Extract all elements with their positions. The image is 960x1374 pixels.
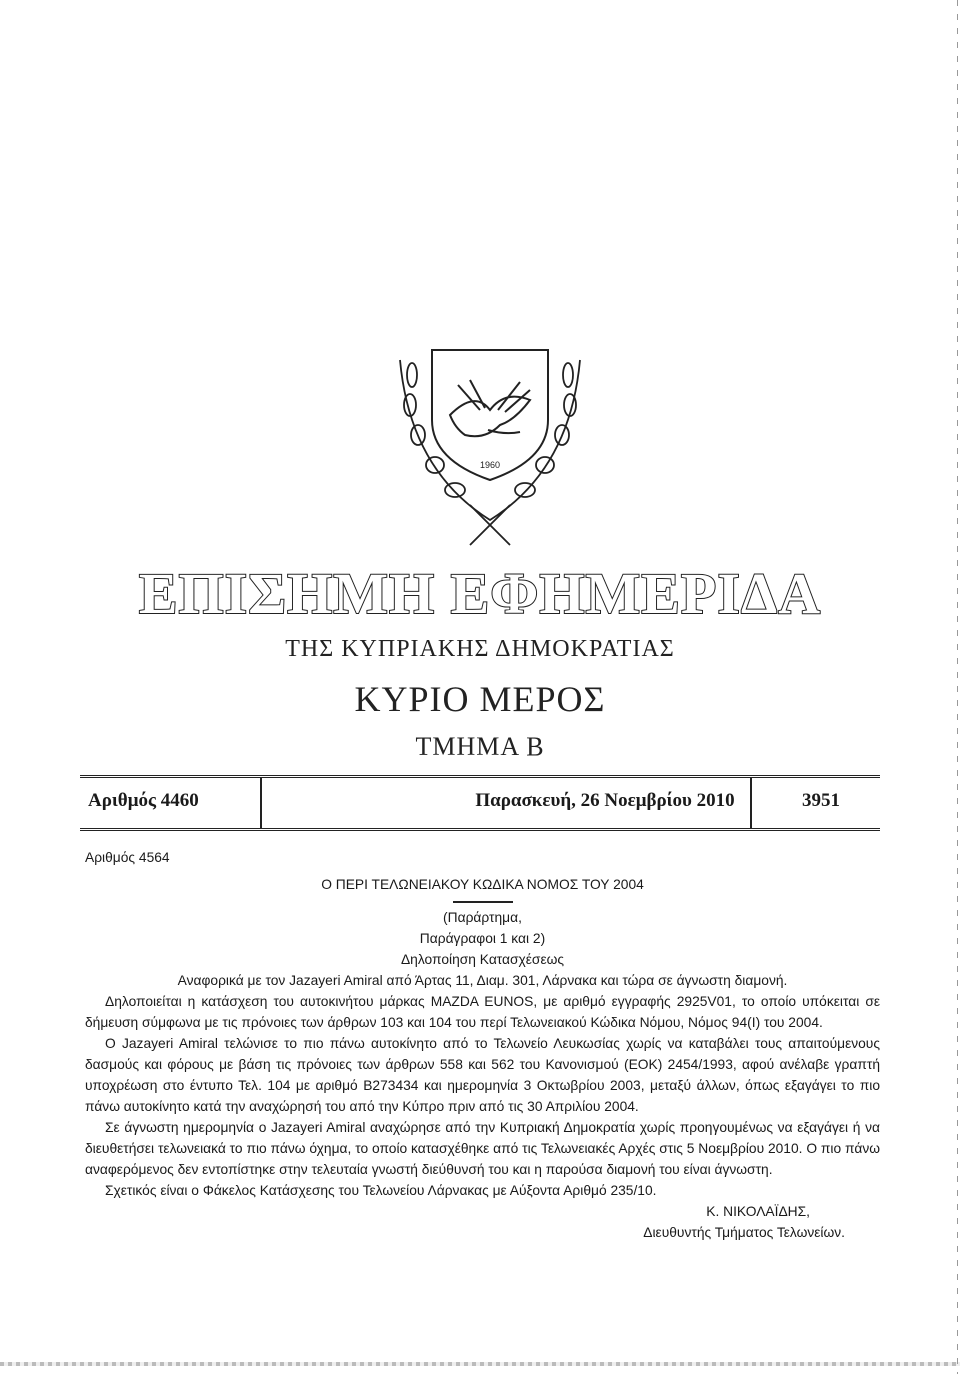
title-rule [453,901,513,903]
issue-bar-divider [750,778,752,828]
paragraph-3: Σε άγνωστη ημερομηνία ο Jazayeri Amiral αναχώρησε από την Κυπριακή Δημοκρατία χωρίς προηγουμένως να εξαγάγει ή να διευθετήσει τελωνειακά το πιο πάνω όχημα, το οποίο κατασχέθηκε από τις Τελωνειακές Αρχές στις 5 Νοεμβρίου 2010. Ο πιο πάνω αναφερόμενος δεν εντοπίστηκε στην τελευταία γνωστή διεύθυνσή του και η παρούσα διαμονή του είναι άγνωστη. [85,1120,880,1177]
paragraphs-ref: Παράγραφοι 1 και 2) [419,931,546,946]
issue-number: Αριθμός 4460 [88,790,199,811]
coat-of-arms-emblem [380,340,600,560]
declaration-heading: Δηλοποίηση Κατασχέσεως [400,952,565,967]
gazette-subtitle: ΤΗΣ ΚΥΠΡΙΑΚΗΣ ΔΗΜΟΚΡΑΤΙΑΣ [285,636,675,662]
paragraph-2: Ο Jazayeri Amiral τελώνισε το πιο πάνω αυτοκίνητο από το Τελωνείο Λευκωσίας χωρίς να καταβάλει τους απαιτούμενους δασμούς και φόρους με βάση τις πρόνοιες των άρθρων 558 και 562 του Κανονισμού (ΕΟΚ) 2454/1993, αφού ανέλαβε γραπτή υποχρέωση στο έντυπο Τελ. 104 με αριθμό Β273434 και ημερομηνία 3 Οκτωβρίου 2003, μεταξύ άλλων, όπως εξαγάγει το πιο πάνω αυτοκίνητο κατά την αναχώρησή του από την Κύπρο πριν από τις 30 Απριλίου 2004. [85,1036,880,1114]
gazette-part: ΚΥΡΙΟ ΜΕΡΟΣ [354,679,606,719]
paragraph-4: Σχετικός είναι ο Φάκελος Κατάσχεσης του Τελωνείου Λάρνακας με Αύξοντα Αριθμό 235/10. [105,1183,657,1198]
law-title: Ο ΠΕΡΙ ΤΕΛΩΝΕΙΑΚΟΥ ΚΩΔΙΚΑ ΝΟΜΟΣ ΤΟΥ 2004 [321,877,644,892]
emblem-year: 1960 [479,460,501,470]
page-number: 3951 [802,790,840,811]
issue-date: Παρασκευή, 26 Νοεμβρίου 2010 [475,790,735,811]
signatory-title: Διευθυντής Τμήματος Τελωνείων. [643,1225,845,1240]
notice-body [85,847,880,1243]
paragraph-1: Δηλοποιείται η κατάσχεση του αυτοκινήτου μάρκας MAZDA EUNOS, με αριθμό εγγραφής 2925V01, το οποίο υπόκειται σε δήμευση σύμφωνα με τις πρόνοιες των άρθρων 103 και 104 του περί Τελωνειακού Κώδικα Νόμου, Νόμος 94(Ι) του 2004. [85,994,880,1030]
gazette-section: ΤΜΗΜΑ Β [415,732,545,761]
reference-line: Αναφορικά με τον Jazayeri Amiral από Άρτας 11, Διαμ. 301, Λάρνακα και τώρα σε άγνωστη διαμονή. [177,973,788,988]
scan-bottom-edge [0,1362,960,1366]
signatory-name: Κ. ΝΙΚΟΛΑΪΔΗΣ, [706,1204,810,1219]
scan-right-edge [957,0,958,1374]
gazette-title: ΕΠΙΣΗΜΗ ΕΦΗΜΕΡΙΔΑ [138,561,822,626]
issue-bar [80,775,880,831]
issue-bar-divider [260,778,262,828]
notice-number: Αριθμός 4564 [85,850,170,865]
annex-label: (Παράρτημα, [443,910,522,925]
